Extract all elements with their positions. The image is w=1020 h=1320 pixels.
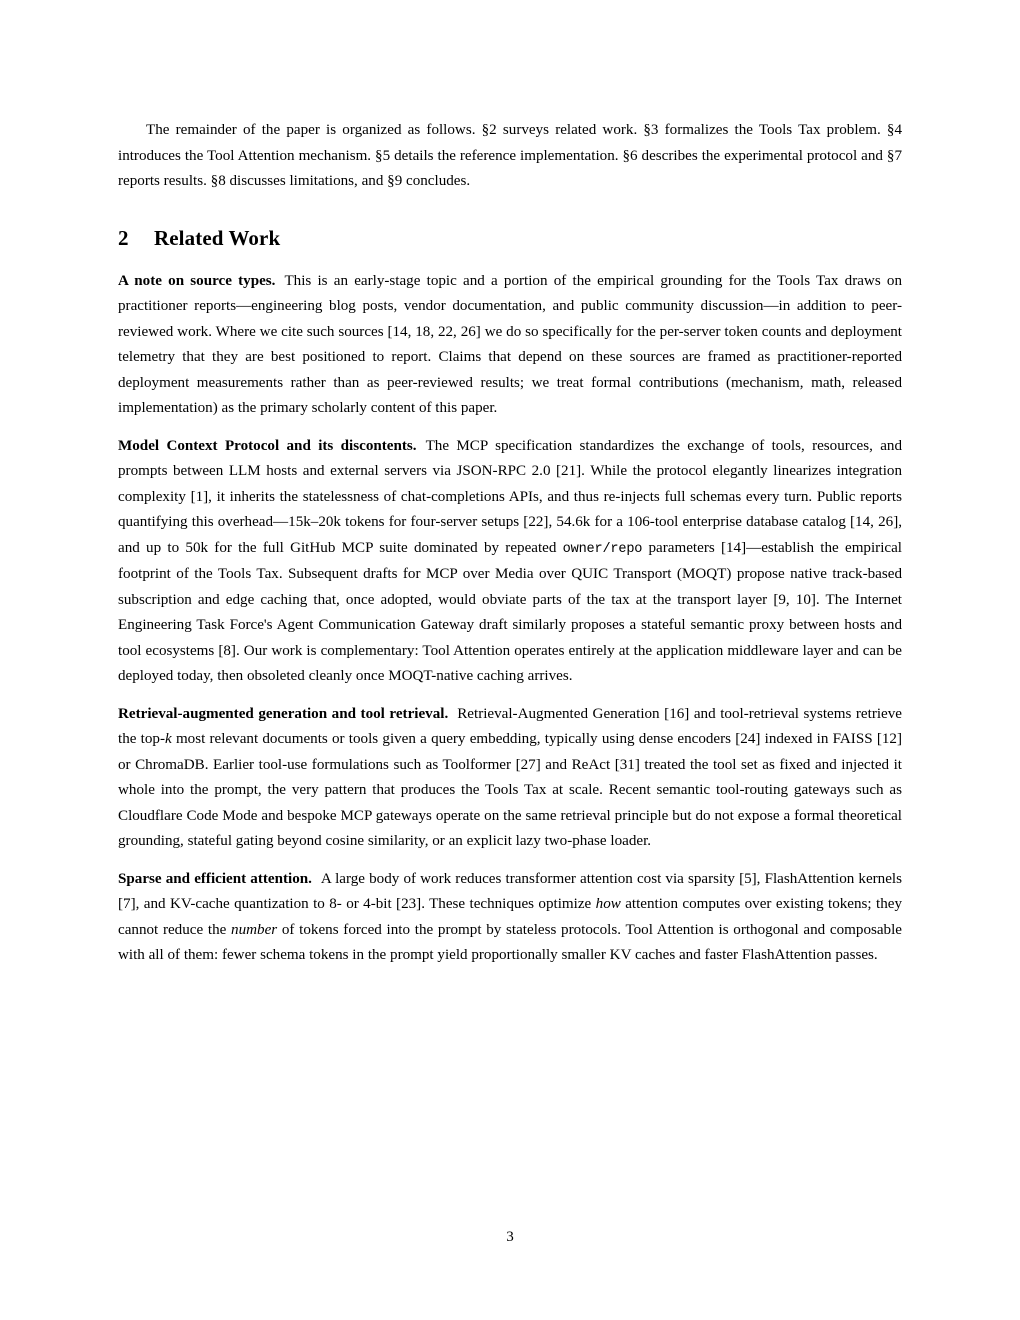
paragraph-mcp <box>118 434 902 690</box>
emphasis-how: how <box>595 896 621 912</box>
runin-heading-mcp: Model Context Protocol and its discontents. <box>118 437 417 454</box>
math-variable-k: k <box>165 731 172 747</box>
paragraph-rag-text-2: most relevant documents or tools given a query embedding, typically using dense encoders [24] indexed in FAISS [12] or ChromaDB. Earlier tool-use formulations such as Toolformer [27] and ReAct [31] treated the tool set as fixed and injected it whole into the prompt, the very pattern that produces the Tools Tax at scale. Recent semantic tool-routing gateways such as Cloudflare Code Mode and bespoke MCP gateways operate on the same retrieval principle but do not expose a formal theoretical grounding, stateful gating beyond cosine similarity, or an explicit lazy two-phase loader. <box>118 731 902 849</box>
paragraph-sparse-text-3: of tokens forced into the prompt by stateless protocols. Tool Attention is orthogonal and composable with all of them: fewer schema tokens in the prompt yield proportionally smaller KV caches and faster FlashAttention passes. <box>118 921 902 963</box>
paragraph-rag-text-1: Retrieval-Augmented Generation [16] and tool-retrieval systems retrieve the top- <box>118 705 902 747</box>
section-number: 2 <box>118 225 129 250</box>
emphasis-number: number <box>231 921 278 938</box>
paragraph-sparse-text-2: attention computes over existing tokens; they cannot reduce the <box>118 896 902 938</box>
runin-heading-rag: Retrieval-augmented generation and tool retrieval. <box>118 705 449 722</box>
paragraph-mcp-text-2: parameters [14]—establish the empirical footprint of the Tools Tax. Subsequent drafts for MCP over Media over QUIC Transport (MOQT) propose native track-based subscription and edge caching that, once adopted, would obviate parts of the tax at the transport layer [9, 10]. The Internet Engineering Task Force's Agent Communication Gateway draft similarly proposes a stateful semantic proxy between hosts and tool ecosystems [8]. Our work is complementary: Tool Attention operates entirely at the application middleware layer and can be deployed today, then obsoleted cleanly once MOQT-native caching arrives. <box>118 539 902 684</box>
text-column <box>118 118 902 969</box>
runin-heading-sparse-attention: Sparse and efficient attention. <box>118 870 312 887</box>
page-number: 3 <box>506 1229 514 1245</box>
paragraph-sparse-text-1: A large body of work reduces transformer attention cost via sparsity [5], FlashAttention kernels [7], and KV-cache quantization to 8- or 4-bit [23]. These techniques optimize <box>118 870 903 912</box>
section-heading <box>118 225 902 251</box>
code-token-owner-repo: owner/repo <box>562 541 643 557</box>
intro-paragraph: The remainder of the paper is organized as follows. §2 surveys related work. §3 formalizes the Tools Tax problem. §4 introduces the Tool Attention mechanism. §5 details the reference implementation. §6 describes the experimental protocol and §7 reports results. §8 discusses limitations, and §9 concludes. <box>118 122 902 189</box>
paragraph-mcp-text-1: The MCP specification standardizes the exchange of tools, resources, and prompts between LLM hosts and external servers via JSON-RPC 2.0 [21]. While the protocol elegantly linearizes integration complexity [1], it inherits the statelessness of chat-completions APIs, and thus re-injects full schemas every turn. Public reports quantifying this overhead—15k–20k tokens for four-server setups [22], 54.6k for a 106-tool enterprise database catalog [14, 26], and up to 50k for the full GitHub MCP suite dominated by repeated <box>118 437 902 556</box>
paragraph-sparse-attention <box>118 867 902 969</box>
runin-heading-source-types: A note on source types. <box>118 272 276 289</box>
paragraph-rag <box>118 702 902 855</box>
paragraph-source-types-text: This is an early-stage topic and a portion of the empirical grounding for the Tools Tax draws on practitioner reports—engineering blog posts, vendor documentation, and public community discussion—in addition to peer-reviewed work. Where we cite such sources [14, 18, 22, 26] we do so specifically for the per-server token counts and deployment telemetry that they are best positioned to report. Claims that depend on these sources are framed as practitioner-reported deployment measurements rather than as peer-reviewed results; we treat formal contributions (mechanism, math, released implementation) as the primary scholarly content of this paper. <box>118 272 902 416</box>
paragraph-source-types <box>118 269 902 422</box>
section-title: Related Work <box>154 225 281 250</box>
